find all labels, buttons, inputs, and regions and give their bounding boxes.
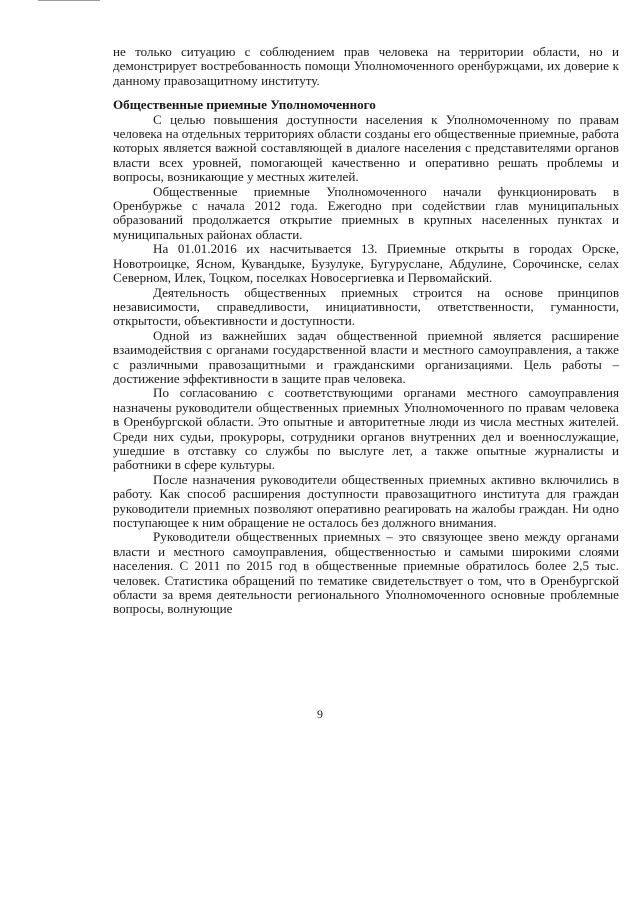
section-title: Общественные приемные Уполномоченного bbox=[113, 97, 376, 113]
paragraph-principles: Деятельность общественных приемных строится на основе принципов независимости, справедливости, инициативности, ответственности, гуманности, открытости, объективности и доступности. bbox=[113, 284, 619, 329]
paragraph-purpose: С целью повышения доступности населения к Уполномоченному по правам человека на отдельных территориях области созданы его общественные приемные, работа которых является важной составляющей в диалоге населения с представителями органов власти всех уровней, помогающей качественно и оперативно решать проблемы и вопросы, возникающие у местных жителей. bbox=[113, 111, 619, 185]
paragraph-count: На 01.01.2016 их насчитывается 13. Приемные открыты в городах Орске, Новотроицке, Ясном, Кувандыке, Бузулуке, Бугуруслане, Абдулине, Сорочинске, селах Северном, Илек, Тоцком, поселках Новосергиевка и Первомайский. bbox=[113, 241, 619, 286]
page-number: 9 bbox=[317, 707, 323, 721]
paragraph-tasks: Одной из важнейших задач общественной приемной является расширение взаимодействия с органами государственной власти и местного самоуправления, а также с различными правозащитными и гражданскими организациями. Цель работы – достижение эффективности в защите прав человека. bbox=[113, 327, 619, 386]
paragraph-statistics: Руководители общественных приемных – это связующее звено между органами власти и местного самоуправления, общественностью и самыми широкими слоями населения. С 2011 по 2015 год в общественные приемные обратилось более 2,5 тыс. человек. Статистика обращений по тематике свидетельствует о том, что в Оренбургской области за время деятельности регионального Уполномоченного основные проблемные вопросы, волнующие bbox=[113, 529, 619, 617]
continuation-paragraph: не только ситуацию с соблюдением прав человека на территории области, но и демонстрирует востребованность помощи Уполномоченного оренбуржцами, их доверие к данному правозащитному институту. bbox=[113, 44, 619, 88]
document-body bbox=[113, 45, 619, 617]
paragraph-work: После назначения руководители общественных приемных активно включились в работу. Как способ расширения доступности правозащитного института для граждан руководители приемных позволяют оперативно реагировать на жалобы граждан. Ни одно поступающее к ним обращение не осталось без должного внимания. bbox=[113, 471, 619, 530]
paragraph-history: Общественные приемные Уполномоченного начали функционировать в Оренбуржье с начала 2012 года. Ежегодно при содействии глав муниципальных образований продолжается открытие приемных в крупных населенных пунктах и муниципальных районах области. bbox=[113, 183, 619, 242]
paragraph-appointment: По согласованию с соответствующими органами местного самоуправления назначены руководители общественных приемных Уполномоченного по правам человека в Оренбургской области. Это опытные и авторитетные люди из числа местных жителей. Среди них судьи, прокуроры, сотрудники органов внутренних дел и военнослужащие, ушедшие в отставку со службы по выслуге лет, а также опытные журналисты и работники в сфере культуры. bbox=[113, 385, 619, 473]
header-rule bbox=[38, 0, 100, 1]
